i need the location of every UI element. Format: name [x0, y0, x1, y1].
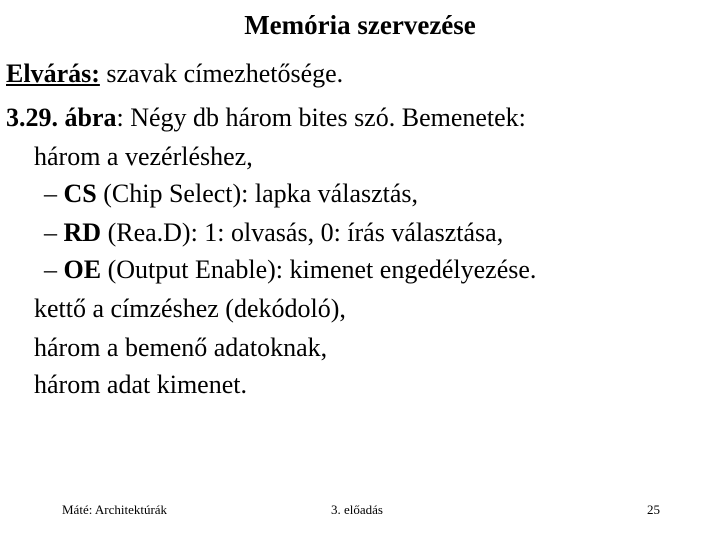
input-cs: [44, 177, 418, 211]
input-desc: (Chip Select): lapka választás,: [96, 179, 419, 208]
figure-text: : Négy db három bites szó. Bemenetek:: [116, 103, 526, 132]
footer-page-number: 25: [647, 502, 660, 517]
data-out-line: három adat kimenet.: [34, 370, 247, 399]
dash: –: [44, 179, 64, 208]
expectation-text: szavak címezhetősége.: [99, 59, 344, 88]
input-abbr: OE: [63, 255, 102, 284]
footer-lecture: 3. előadás: [331, 502, 383, 517]
input-oe: [44, 253, 536, 287]
input-rd: [44, 216, 503, 250]
expectation-line: [6, 57, 343, 91]
input-abbr: RD: [63, 218, 102, 247]
control-line: három a vezérléshez,: [34, 142, 253, 171]
figure-line: [6, 101, 526, 135]
expectation-label: Elvárás:: [6, 59, 100, 88]
input-abbr: CS: [63, 179, 97, 208]
dash: –: [44, 218, 64, 247]
address-line: kettő a címzéshez (dekódoló),: [34, 294, 346, 323]
input-desc: (Output Enable): kimenet engedélyezése.: [101, 255, 537, 284]
slide-title: Memória szervezése: [244, 10, 476, 40]
footer-author: Máté: Architektúrák: [62, 502, 168, 517]
figure-label: 3.29. ábra: [6, 103, 117, 132]
data-in-line: három a bemenő adatoknak,: [34, 333, 328, 362]
input-desc: (Rea.D): 1: olvasás, 0: írás választása,: [101, 218, 504, 247]
dash: –: [44, 255, 64, 284]
